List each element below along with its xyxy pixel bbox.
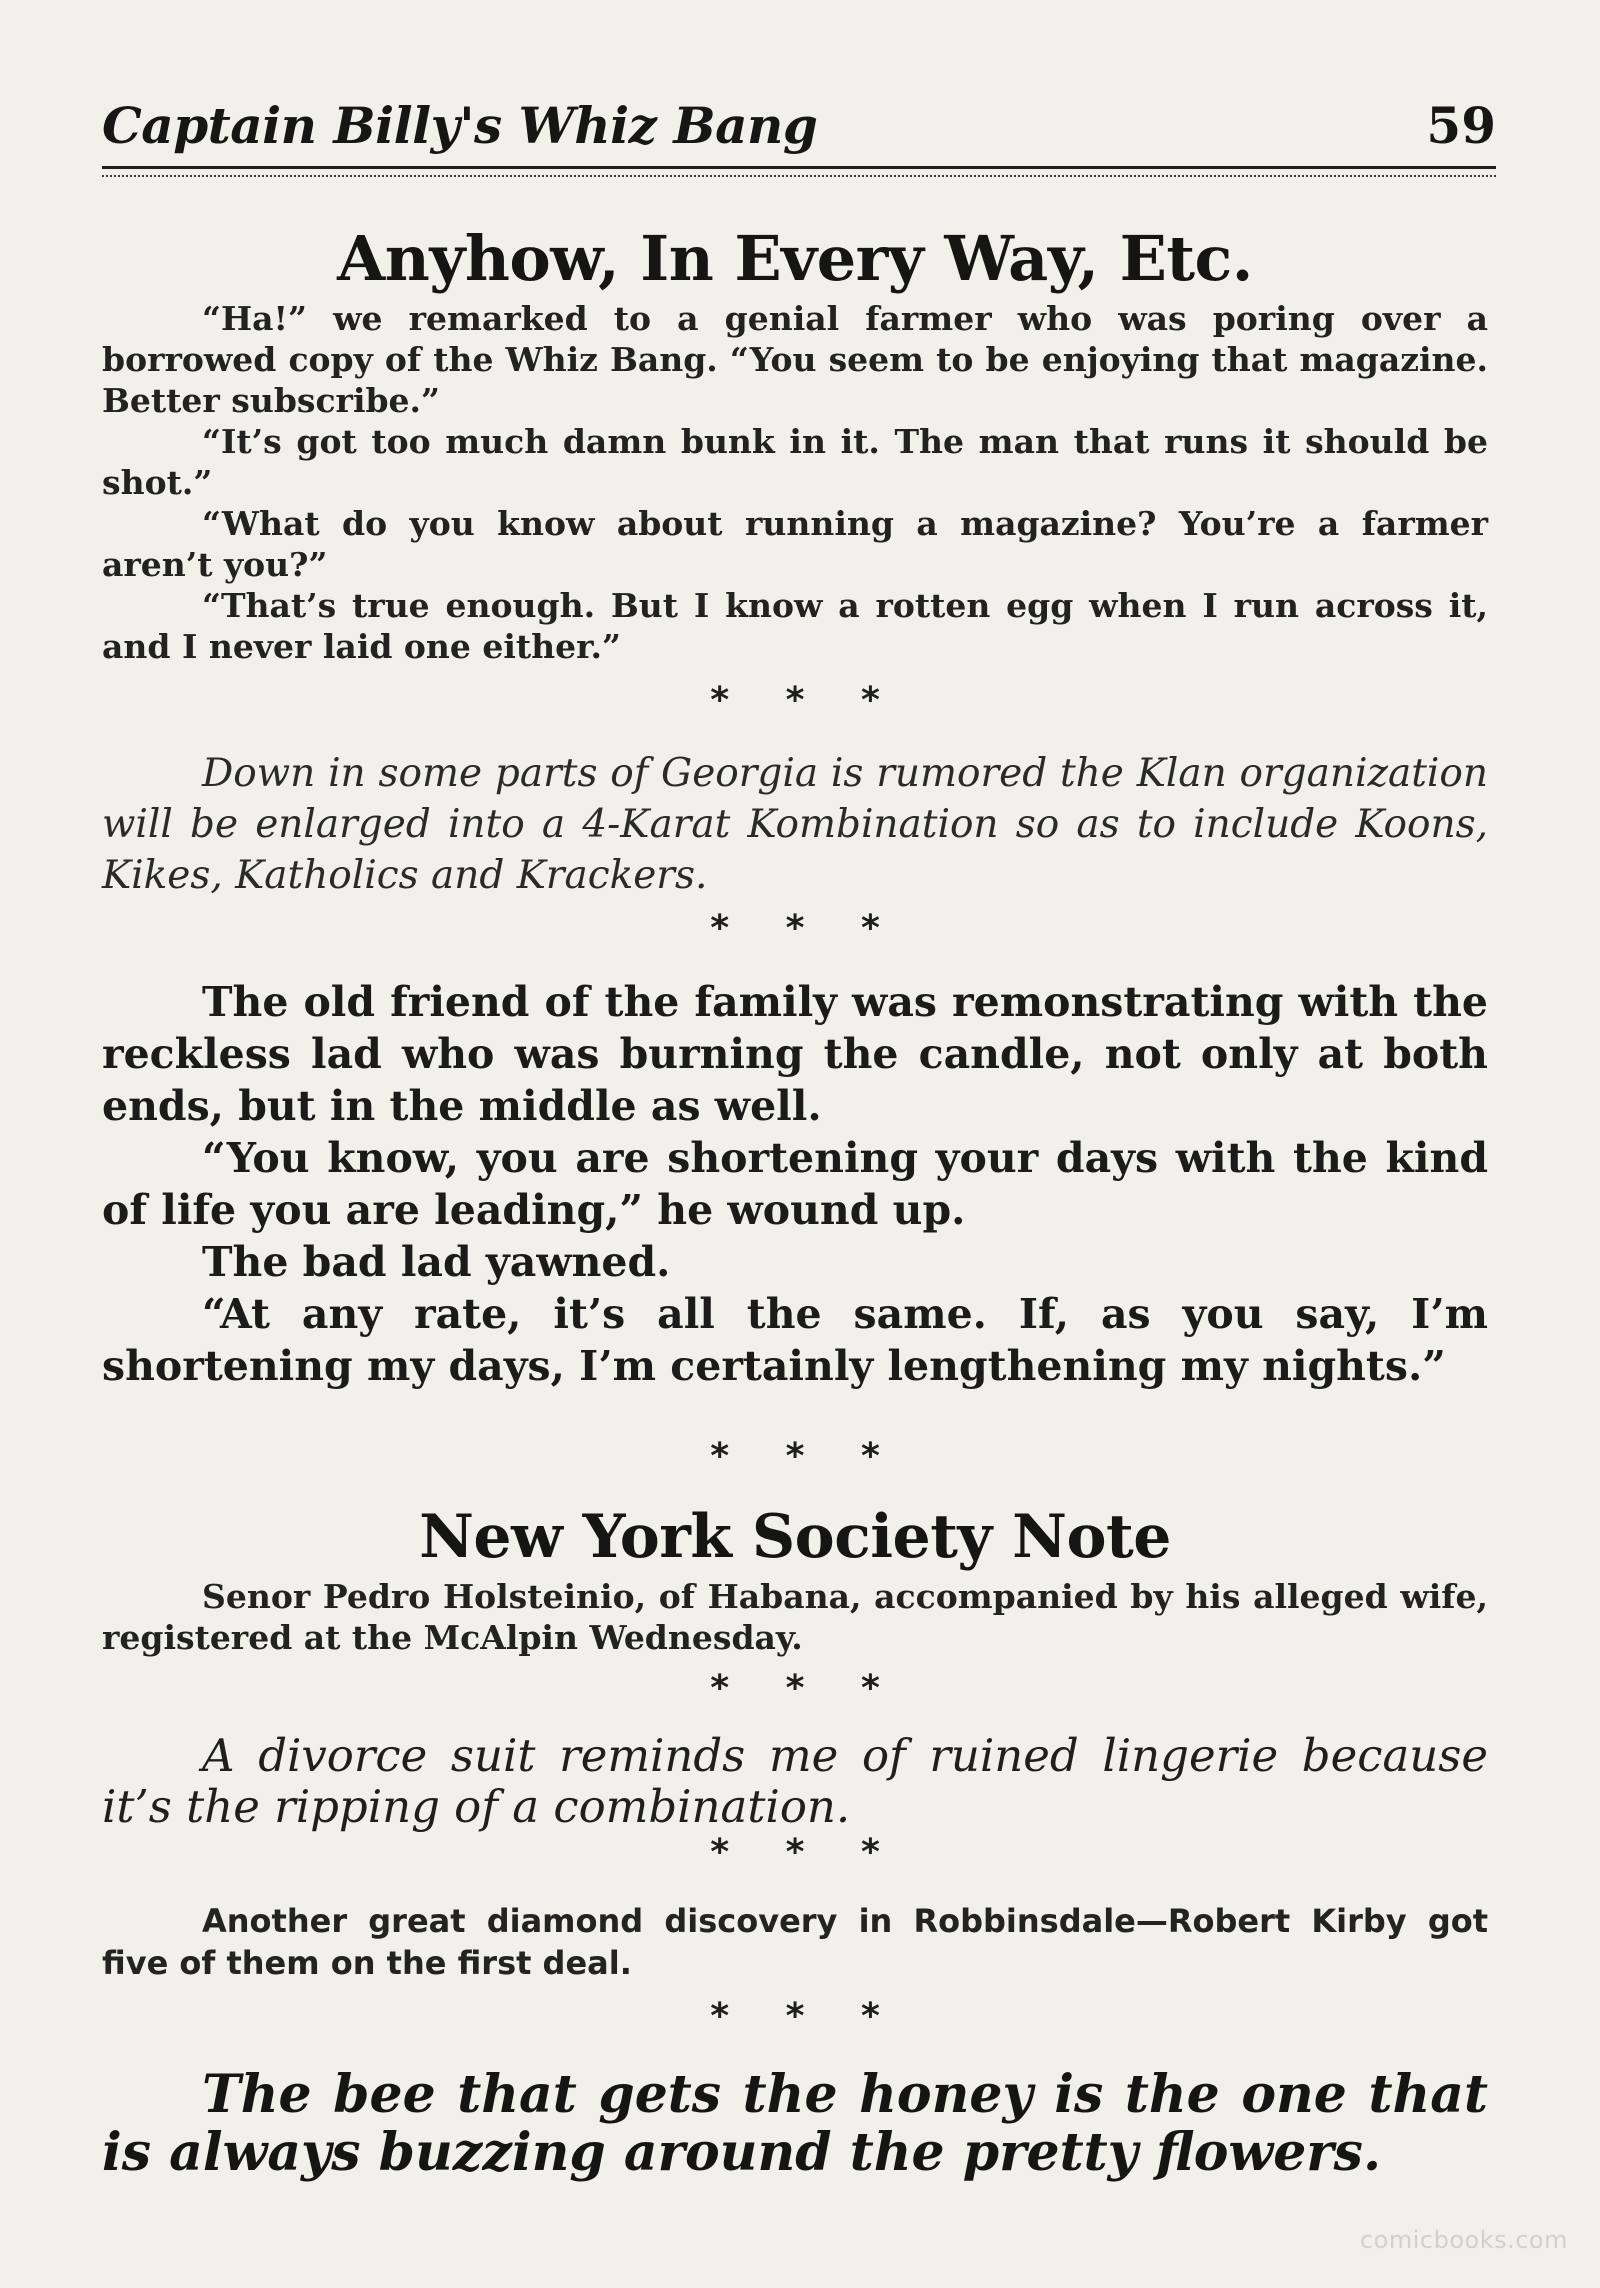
paragraph: The old friend of the family was remonstrating with the reckless lad who was burning the candle, not only at both ends, but in the middle as well.: [102, 978, 1488, 1130]
paragraph: “Ha!” we remarked to a genial farmer who was poring over a borrowed copy of the Whiz Bang. “You seem to be enjoying that magazine. Better subscribe.”: [102, 299, 1488, 420]
paragraph: Senor Pedro Holsteinio, of Habana, accompanied by his alleged wife, registered at the McAlpin Wednesday.: [102, 1577, 1488, 1657]
paragraph: “It’s got too much damn bunk in it. The man that runs it should be shot.”: [102, 422, 1488, 502]
separator-stars: * * *: [710, 908, 880, 949]
divorce-item: [102, 1730, 1488, 1832]
separator-stars: * * *: [710, 1436, 880, 1477]
diamond-item: [102, 1900, 1488, 1984]
reckless-lad-anecdote: [102, 976, 1488, 1392]
georgia-item: [102, 748, 1488, 901]
watermark: comicbooks.com: [1359, 2226, 1568, 2254]
separator-stars: * * *: [710, 1668, 880, 1709]
section-title-anyhow: Anyhow, In Every Way, Etc.: [337, 222, 1253, 295]
farmer-anecdote: [102, 298, 1488, 667]
separator-stars: * * *: [710, 1832, 880, 1873]
paragraph: “What do you know about running a magazine? You’re a farmer aren’t you?”: [102, 504, 1488, 584]
paragraph: The bee that gets the honey is the one that is always buzzing around the pretty flowers.: [102, 2064, 1488, 2183]
page-header: [102, 96, 1496, 166]
paragraph: Another great diamond discovery in Robbinsdale—Robert Kirby got five of them on the first deal.: [102, 1902, 1488, 1982]
separator-stars: * * *: [710, 680, 880, 721]
page-number: 59: [1426, 96, 1496, 155]
paragraph: Down in some parts of Georgia is rumored the Klan organization will be enlarged into a 4-Karat Kombination so as to include Koons, Kikes, Katholics and Krackers.: [102, 751, 1488, 898]
paragraph: “At any rate, it’s all the same. If, as you say, I’m shortening my days, I’m certainly lengthening my nights.”: [102, 1290, 1488, 1390]
bee-item: [102, 2066, 1488, 2182]
paragraph: A divorce suit reminds me of ruined lingerie because it’s the ripping of a combination.: [102, 1729, 1488, 1833]
magazine-title: Captain Billy's Whiz Bang: [102, 96, 818, 155]
section-title-society-note: New York Society Note: [419, 1502, 1171, 1572]
header-rule: [102, 166, 1496, 177]
society-note: [102, 1576, 1488, 1658]
paragraph: The bad lad yawned.: [202, 1238, 671, 1286]
paragraph: “That’s true enough. But I know a rotten egg when I run across it, and I never laid one either.”: [102, 586, 1488, 666]
paragraph: “You know, you are shortening your days with the kind of life you are leading,” he wound up.: [102, 1134, 1488, 1234]
separator-stars: * * *: [710, 1996, 880, 2037]
